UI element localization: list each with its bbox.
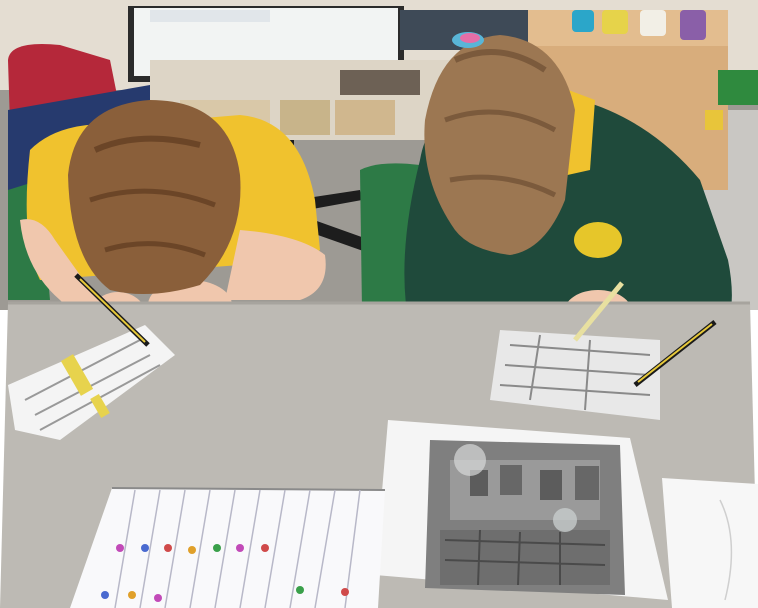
word-grid-sheet bbox=[70, 488, 385, 608]
blank-paper-right bbox=[662, 478, 758, 608]
printed-city-picture bbox=[375, 420, 668, 600]
